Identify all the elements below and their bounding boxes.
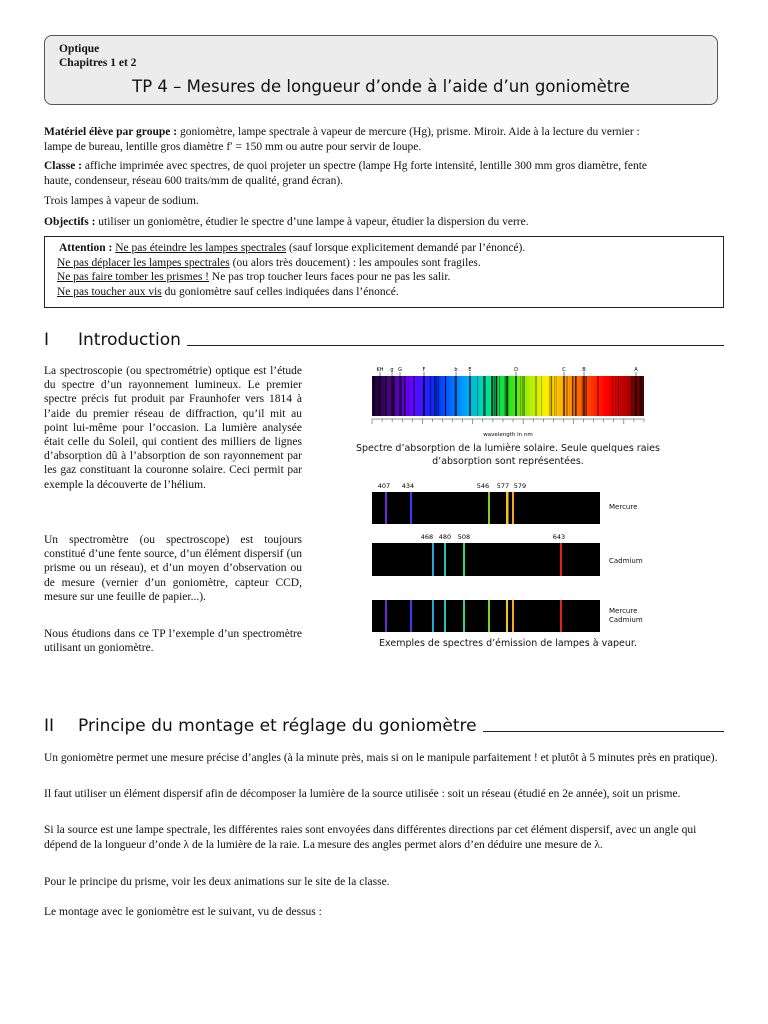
section-1-number: I [44, 330, 50, 350]
solar-letter-marks [376, 367, 638, 376]
attention-l1-rest: (sauf lorsque explicitement demandé par l’énoncé). [286, 242, 526, 254]
cadmium-line-label: 468 [420, 533, 434, 541]
attention-l2-underlined: Ne pas déplacer les lampes spectrales [57, 256, 230, 269]
combined-mercury-line [385, 600, 387, 632]
combined-spectrum-band [372, 600, 600, 632]
combined-mercury-line [488, 600, 490, 632]
attention-l3-underlined: Ne pas faire tomber les prismes ! [57, 271, 210, 283]
attention-line-4 [57, 285, 723, 300]
objectifs-paragraph [44, 215, 724, 230]
mercury-line-label: 579 [513, 482, 527, 490]
section-1-title: Introduction [78, 330, 181, 350]
combined-cadmium-line [463, 600, 465, 632]
mercury-line [506, 492, 509, 524]
solar-axis-ticks [372, 419, 644, 424]
mercury-line-labels [378, 482, 526, 490]
section-2-rule [483, 731, 724, 732]
solar-letter-label: B [582, 367, 586, 373]
intro-paragraph-2: Un spectromètre (ou spectroscope) est toujours constitué d’une fente source, d’un élément dispersif (un prisme ou un réseau), et d’un moyen d’observation ou de mesure (vernier d’un goniomètre, capteur CCD, mesure sur une feuille de papier...). [44, 534, 302, 603]
attention-l2-rest: (ou alors très doucement) : les ampoules sont fragiles. [229, 256, 481, 269]
solar-spectrum-figure [366, 364, 650, 440]
attention-l3-rest: Ne pas trop toucher leurs faces pour ne pas les salir. [209, 271, 451, 283]
mercury-line [385, 492, 387, 524]
section-1-heading [44, 330, 724, 350]
classe-text-2: haute, condenseur, réseau 600 traits/mm de qualité, grand écran). [44, 174, 344, 187]
cadmium-line-label: 508 [457, 533, 471, 541]
solar-letter-label: A [634, 367, 638, 373]
materiel-paragraph [44, 125, 724, 154]
montage-paragraph-3: Si la source est une lampe spectrale, les différentes raies sont envoyées dans différentes directions par cet élément dispersif, avec un angle qui dépend de la longueur d’onde λ de la lumière de la raie. La mesure des angles permet alors d’en déduire une mesure de λ. [44, 824, 697, 851]
header-box [44, 35, 718, 105]
solar-letter-label: KH [376, 367, 384, 373]
solar-axis-label: wavelength in nm [483, 432, 533, 438]
cadmium-line-label: 480 [438, 533, 452, 541]
combined-cadmium-line [444, 600, 446, 632]
mercury-line [410, 492, 412, 524]
solar-letter-label: C [562, 367, 566, 373]
combined-mercury-line [410, 600, 412, 632]
combined-mercury-line [512, 600, 514, 632]
section-2-heading [44, 716, 724, 736]
mercury-line-label: 407 [377, 482, 391, 490]
montage-paragraph-4: Pour le principe du prisme, voir les deux animations sur le site de la classe. [44, 876, 390, 888]
section-1-rule [187, 345, 724, 346]
objectifs-text: utiliser un goniomètre, étudier le spectre d’une lampe à vapeur, étudier la dispersion du verre. [95, 216, 529, 228]
combined-mercury-line [506, 600, 508, 632]
materiel-text-2: lampe de bureau, lentille gros diamètre f′ = 150 mm ou autre pour servir de loupe. [44, 140, 422, 153]
cadmium-line [432, 543, 434, 576]
attention-label: Attention : [59, 242, 113, 254]
cadmium-line-label: 643 [552, 533, 566, 541]
solar-caption [340, 443, 676, 468]
intro-paragraph-3: Nous étudions dans ce TP l’exemple d’un spectromètre utilisant un goniomètre. [44, 628, 302, 655]
attention-l1-underlined: Ne pas éteindre les lampes spectrales [115, 242, 287, 254]
mercury-label: Mercure [609, 503, 638, 511]
sodium-paragraph: Trois lampes à vapeur de sodium. [44, 195, 199, 207]
classe-text-1: affiche imprimée avec spectres, de quoi projeter un spectre (lampe Hg forte intensité, lentille 300 mm gros diamètre, fente [82, 160, 648, 172]
montage-paragraph-5: Le montage avec le goniomètre est le suivant, vu de dessus : [44, 906, 322, 918]
attention-line-2 [57, 256, 723, 271]
cadmium-spectrum-band [372, 543, 600, 576]
classe-label: Classe : [44, 160, 83, 172]
attention-l4-rest: du goniomètre sauf celles indiquées dans l’énoncé. [161, 285, 399, 298]
section-2-title: Principe du montage et réglage du goniomètre [78, 716, 477, 736]
montage-paragraph-1: Un goniomètre permet une mesure précise d’angles (à la minute près, mais si on le manipule parfaitement ! et plutôt à 5 minutes près en pratique). [44, 752, 718, 764]
solar-letter-label: D [514, 367, 518, 373]
solar-letter-label: g [390, 367, 394, 373]
cadmium-line [463, 543, 465, 576]
page-title: TP 4 – Mesures de longueur d’onde à l’aide d’un goniomètre [132, 77, 630, 96]
mercury-line-label: 434 [401, 482, 415, 490]
objectifs-label: Objectifs : [44, 216, 96, 228]
chapters-label: Chapitres 1 et 2 [59, 57, 137, 69]
solar-letter-label: E [468, 367, 472, 373]
mercury-line [488, 492, 490, 524]
combined-label-cadmium: Cadmium [609, 616, 643, 624]
mercury-spectrum-band [372, 492, 600, 524]
emission-caption: Exemples de spectres d’émission de lampes à vapeur. [379, 638, 637, 649]
cadmium-line [444, 543, 446, 576]
classe-paragraph [44, 159, 724, 188]
montage-paragraph-2-text: Il faut utiliser un élément dispersif afin de décomposer la lumière de la source utilisée : soit un réseau (étudié en 2e année), soit un prisme. [44, 788, 681, 800]
combined-label-mercury: Mercure [609, 607, 638, 615]
solar-caption-line-1: Spectre d’absorption de la lumière solaire. Seule quelques raies [356, 443, 660, 454]
cadmium-line-labels [421, 533, 565, 541]
materiel-text-1: goniomètre, lampe spectrale à vapeur de mercure (Hg), prisme. Miroir. Aide à la lecture du vernier : [177, 126, 640, 138]
intro-paragraph-1: La spectroscopie (ou spectrométrie) optique est l’étude du spectre d’un rayonnement lumineux. Le premier spectre précis fut produit par Fraunhofer vers 1814 à l’aide du premier réseau de diffraction, qu’il mit au point lui-même pour l’occasion. La lumière analysée était celle du Soleil, qui contient des milliers de lignes d’absorption dû à l’absorption de son rayonnement par les gaz constituant la couronne solaire. Ceci permit par exemple la découverte de l’hélium. [44, 365, 302, 491]
solar-caption-line-2: d’absorption sont représentées. [432, 455, 584, 467]
combined-cadmium-line [432, 600, 434, 632]
cadmium-line [560, 543, 562, 576]
subject-label: Optique [59, 43, 100, 55]
cadmium-label: Cadmium [609, 557, 643, 565]
materiel-label: Matériel élève par groupe : [44, 126, 178, 138]
montage-paragraph-2 [44, 787, 724, 802]
mercury-line-label: 546 [476, 482, 490, 490]
solar-letter-label: F [422, 367, 426, 373]
mercury-line-label: 577 [496, 482, 510, 490]
mercury-line [512, 492, 514, 524]
attention-l4-underlined: Ne pas toucher aux vis [57, 285, 162, 298]
section-2-number: II [44, 716, 55, 736]
combined-cadmium-line [560, 600, 562, 632]
solar-letter-label: G [398, 367, 402, 373]
attention-box [44, 236, 724, 308]
attention-line-3 [57, 270, 723, 285]
solar-letter-label: b [454, 367, 458, 373]
attention-line-1 [57, 241, 723, 256]
